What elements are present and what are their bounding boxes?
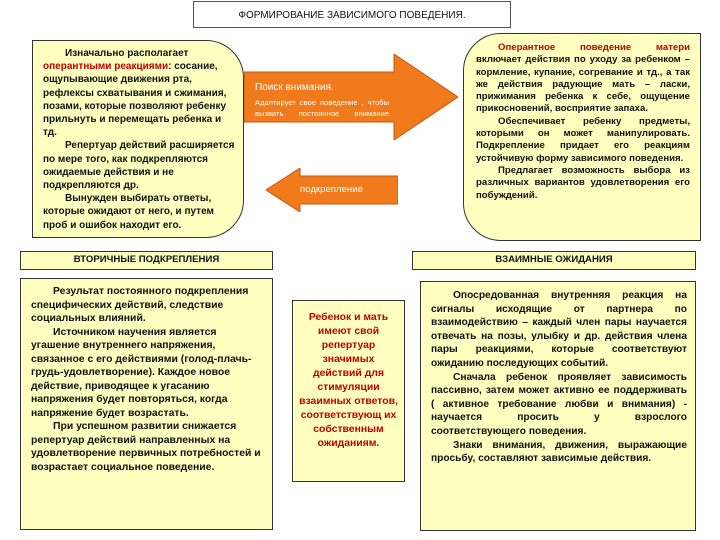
- mother-behavior-p1-rest: включает действия по уходу за ребенком – кормление, купание, согревание и тд., а так же действия радующие мать – ласки, прижимания ребенка к себе, ощущение прикосновений, восприятие запаха.: [476, 54, 690, 115]
- mutual-expectations-p2: Сначала ребенок проявляет зависимость пассивно, затем может активно ее поддерживать ( активное требование любви и внимания) - научается просить у взрослого соответствующего поведения.: [431, 371, 687, 437]
- mutual-expectations-p1: Опосредованная внутренняя реакция на сигналы исходящие от партнера по взаимодействию – каждый член пары научается отвечать на позы, улыбку и др. действия члена пары реакциями, которые соответствуют ожиданию последующих событий.: [431, 290, 687, 369]
- secondary-reinforcement-header: ВТОРИЧНЫЕ ПОДКРЕПЛЕНИЯ: [20, 251, 273, 270]
- child-behavior-p2: Репертуар действий расширяется по мере того, как подкрепляются ожидаемые действия и не подкрепляются др.: [43, 140, 235, 192]
- child-behavior-p1-rest: : сосание, ощупывающие движения рта, рефлексы схватывания и сжимания, позами, которые позволяют ребенку прильнуть и перемещать ребенка и тд.: [43, 61, 227, 139]
- mother-behavior-p3: Предлагает возможность выбора из различных вариантов удовлетворения его побуждений.: [476, 164, 690, 201]
- child-behavior-p1: [43, 47, 235, 139]
- secondary-reinforcement-p1: Результат постоянного подкрепления специфических действий, следствие социальных влияний.: [31, 286, 249, 324]
- secondary-reinforcement-box: [20, 278, 273, 530]
- mother-behavior-p2: Обеспечивает ребенку предметы, которыми он может манипулировать. Подкрепление придает его реакциям устойчивую форму зависимого поведения.: [476, 115, 690, 164]
- mutual-expectations-header: ВЗАИМНЫЕ ОЖИДАНИЯ: [412, 251, 696, 270]
- mother-operant-highlight: Оперантное поведение матери: [498, 42, 690, 53]
- child-mother-repertoire-box: Ребенок и мать имеют свой репертуар значимых действий для стимуляции взаимных ответов, соответствующ их собственным ожиданиям.: [292, 300, 405, 482]
- attention-arrow-title: Поиск внимания.: [255, 82, 334, 93]
- attention-arrow-body: Адаптирует свое поведение , чтобы вызвать постоянное внимание: [255, 98, 389, 118]
- child-behavior-p1-text: Изначально располагает: [65, 48, 189, 59]
- operant-reactions-highlight: оперантными реакциями: [43, 61, 169, 73]
- secondary-reinforcement-p2: Источником научения является угашение внутреннего напряжения, связанное с его действиями (голод-плачь-грудь-удовлетворение). Каждое новое действие, приводящее к угасанию напряжения будет повторяться, когда напряжение будет возрастать.: [31, 326, 252, 419]
- mutual-expectations-p3: Знаки внимания, движения, выражающие просьбу, составляют зависимые действия.: [431, 439, 687, 465]
- mother-behavior-p1: [476, 42, 690, 116]
- mother-behavior-box: [463, 33, 701, 241]
- child-behavior-box: [32, 40, 244, 238]
- page-title: ФОРМИРОВАНИЕ ЗАВИСИМОГО ПОВЕДЕНИЯ.: [193, 1, 511, 28]
- secondary-reinforcement-p3: При успешном развитии снижается репертуар действий направленных на удовлетворение первичных потребностей и возрастает социальное поведение.: [31, 421, 261, 473]
- mutual-expectations-box: [420, 281, 696, 531]
- reinforcement-arrow-label: подкрепление: [300, 184, 363, 195]
- child-behavior-p3: Вынужден выбирать ответы, которые ожидают от него, и путем проб и ошибок находит его.: [43, 193, 214, 231]
